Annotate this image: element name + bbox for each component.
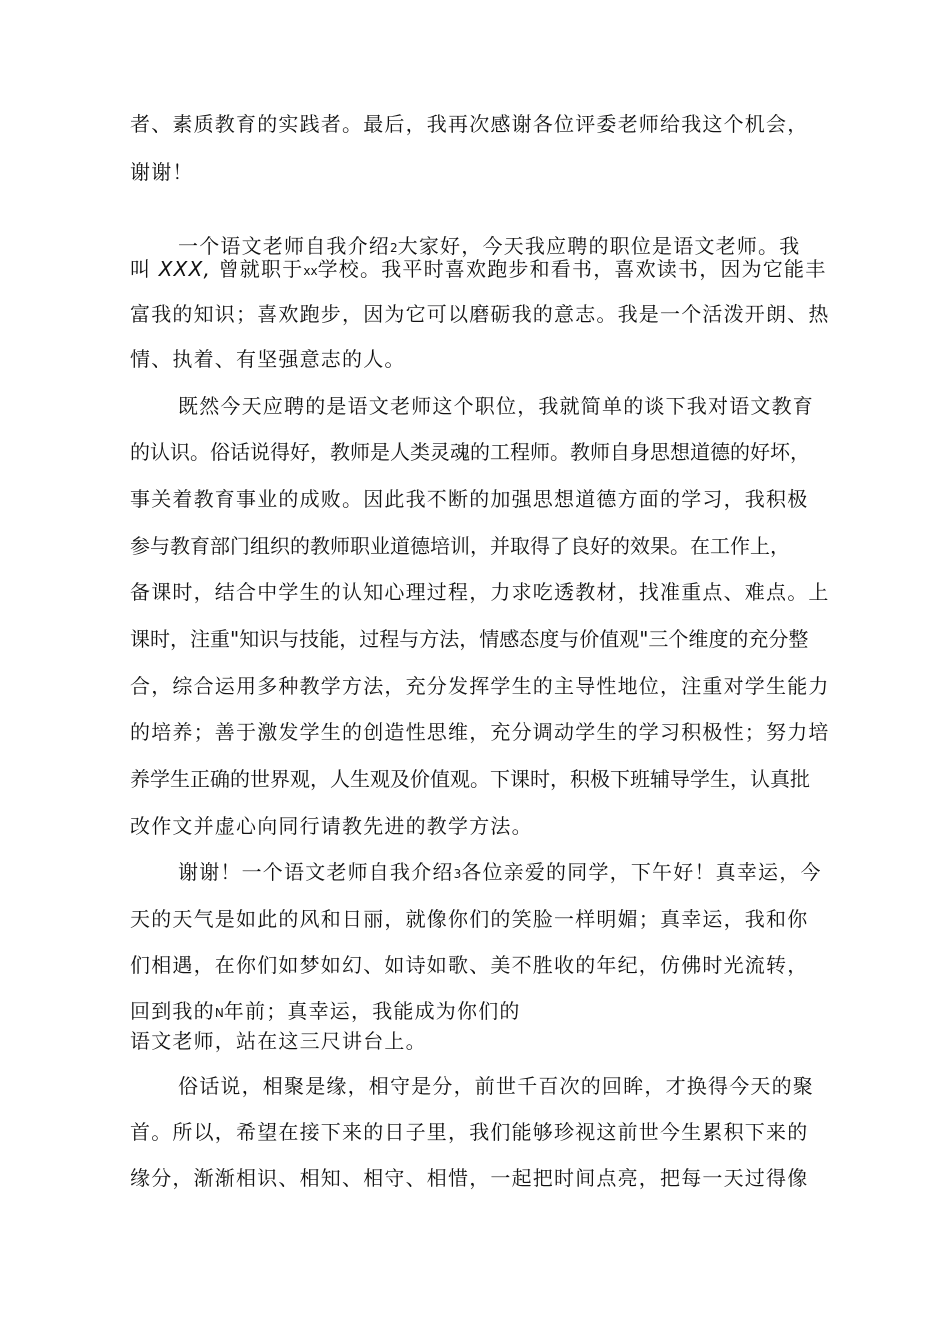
text-line: 参与教育部门组织的教师职业道德培训，并取得了良好的效果。在工作上， — [130, 534, 790, 558]
text-run: 3 — [453, 867, 462, 881]
text-run: 谢谢！一个语文老师自我介绍 — [178, 860, 454, 884]
text-run: 年前；真幸运，我能成为你们的 — [223, 999, 521, 1023]
text-line: 谢谢！ — [130, 160, 194, 184]
text-line: 养学生正确的世界观，人生观及价值观。下课时，积极下班辅导学生，认真批 — [130, 767, 810, 791]
text-line: 备课时，结合中学生的认知心理过程，力求吃透教材，找准重点、难点。上 — [130, 580, 830, 604]
text-run: 学校。我平时喜欢跑步和看书，喜欢读书，因为它能丰 — [317, 257, 827, 281]
text-run: N — [214, 1006, 224, 1020]
text-line — [130, 996, 830, 1028]
text-line: 的培养；善于激发学生的创造性思维，充分调动学生的学习积极性；努力培 — [130, 720, 830, 744]
text-line: 改作文并虚心向同行请教先进的教学方法。 — [130, 814, 533, 838]
text-line: 情、执着、有坚强意志的人。 — [130, 347, 406, 371]
text-run: xx — [303, 264, 318, 278]
text-line: 课时，注重"知识与技能，过程与方法，情感态度与价值观"三个维度的充分整 — [130, 627, 809, 651]
text-run: XXX, — [158, 257, 212, 281]
text-run: 叫 — [130, 257, 152, 281]
text-line: 缘分，渐渐相识、相知、相守、相惜，一起把时间点亮，把每一天过得像 — [130, 1166, 809, 1190]
text-line: 们相遇，在你们如梦如幻、如诗如歌、美不胜收的年纪，仿佛时光流转， — [130, 953, 809, 977]
text-run: 一个语文老师自我介绍 — [178, 234, 390, 258]
text-line: 俗话说，相聚是缘，相守是分，前世千百次的回眸，才换得今天的聚 — [178, 1074, 814, 1098]
text-line — [130, 254, 830, 286]
text-run: 各位亲爱的同学，下午好！真幸运，今 — [461, 860, 822, 884]
text-line: 者、素质教育的实践者。最后，我再次感谢各位评委老师给我这个机会， — [130, 112, 809, 136]
text-line: 合，综合运用多种教学方法，充分发挥学生的主导性地位，注重对学生能力 — [130, 674, 830, 698]
text-line: 事关着教育事业的成败。因此我不断的加强思想道德方面的学习，我积极 — [130, 487, 809, 511]
text-line: 天的天气是如此的风和日丽，就像你们的笑脸一样明媚；真幸运，我和你 — [130, 907, 809, 931]
text-line: 富我的知识；喜欢跑步，因为它可以磨砺我的意志。我是一个活泼开朗、热 — [130, 302, 830, 326]
text-run: 回到我的 — [130, 999, 215, 1023]
text-line: 语文老师，站在这三尺讲台上。 — [130, 1029, 427, 1053]
text-line — [178, 857, 830, 889]
text-run: 大家好，今天我应聘的职位是语文老师。我 — [397, 234, 801, 258]
text-line: 首。所以，希望在接下来的日子里，我们能够珍视这前世今生累积下来的 — [130, 1120, 809, 1144]
text-line: 既然今天应聘的是语文老师这个职位，我就简单的谈下我对语文教育 — [178, 394, 814, 418]
text-run: 曾就职于 — [218, 257, 304, 281]
text-line: 的认识。俗话说得好，教师是人类灵魂的工程师。教师自身思想道德的好坏， — [130, 440, 810, 464]
text-run: 2 — [390, 241, 398, 255]
